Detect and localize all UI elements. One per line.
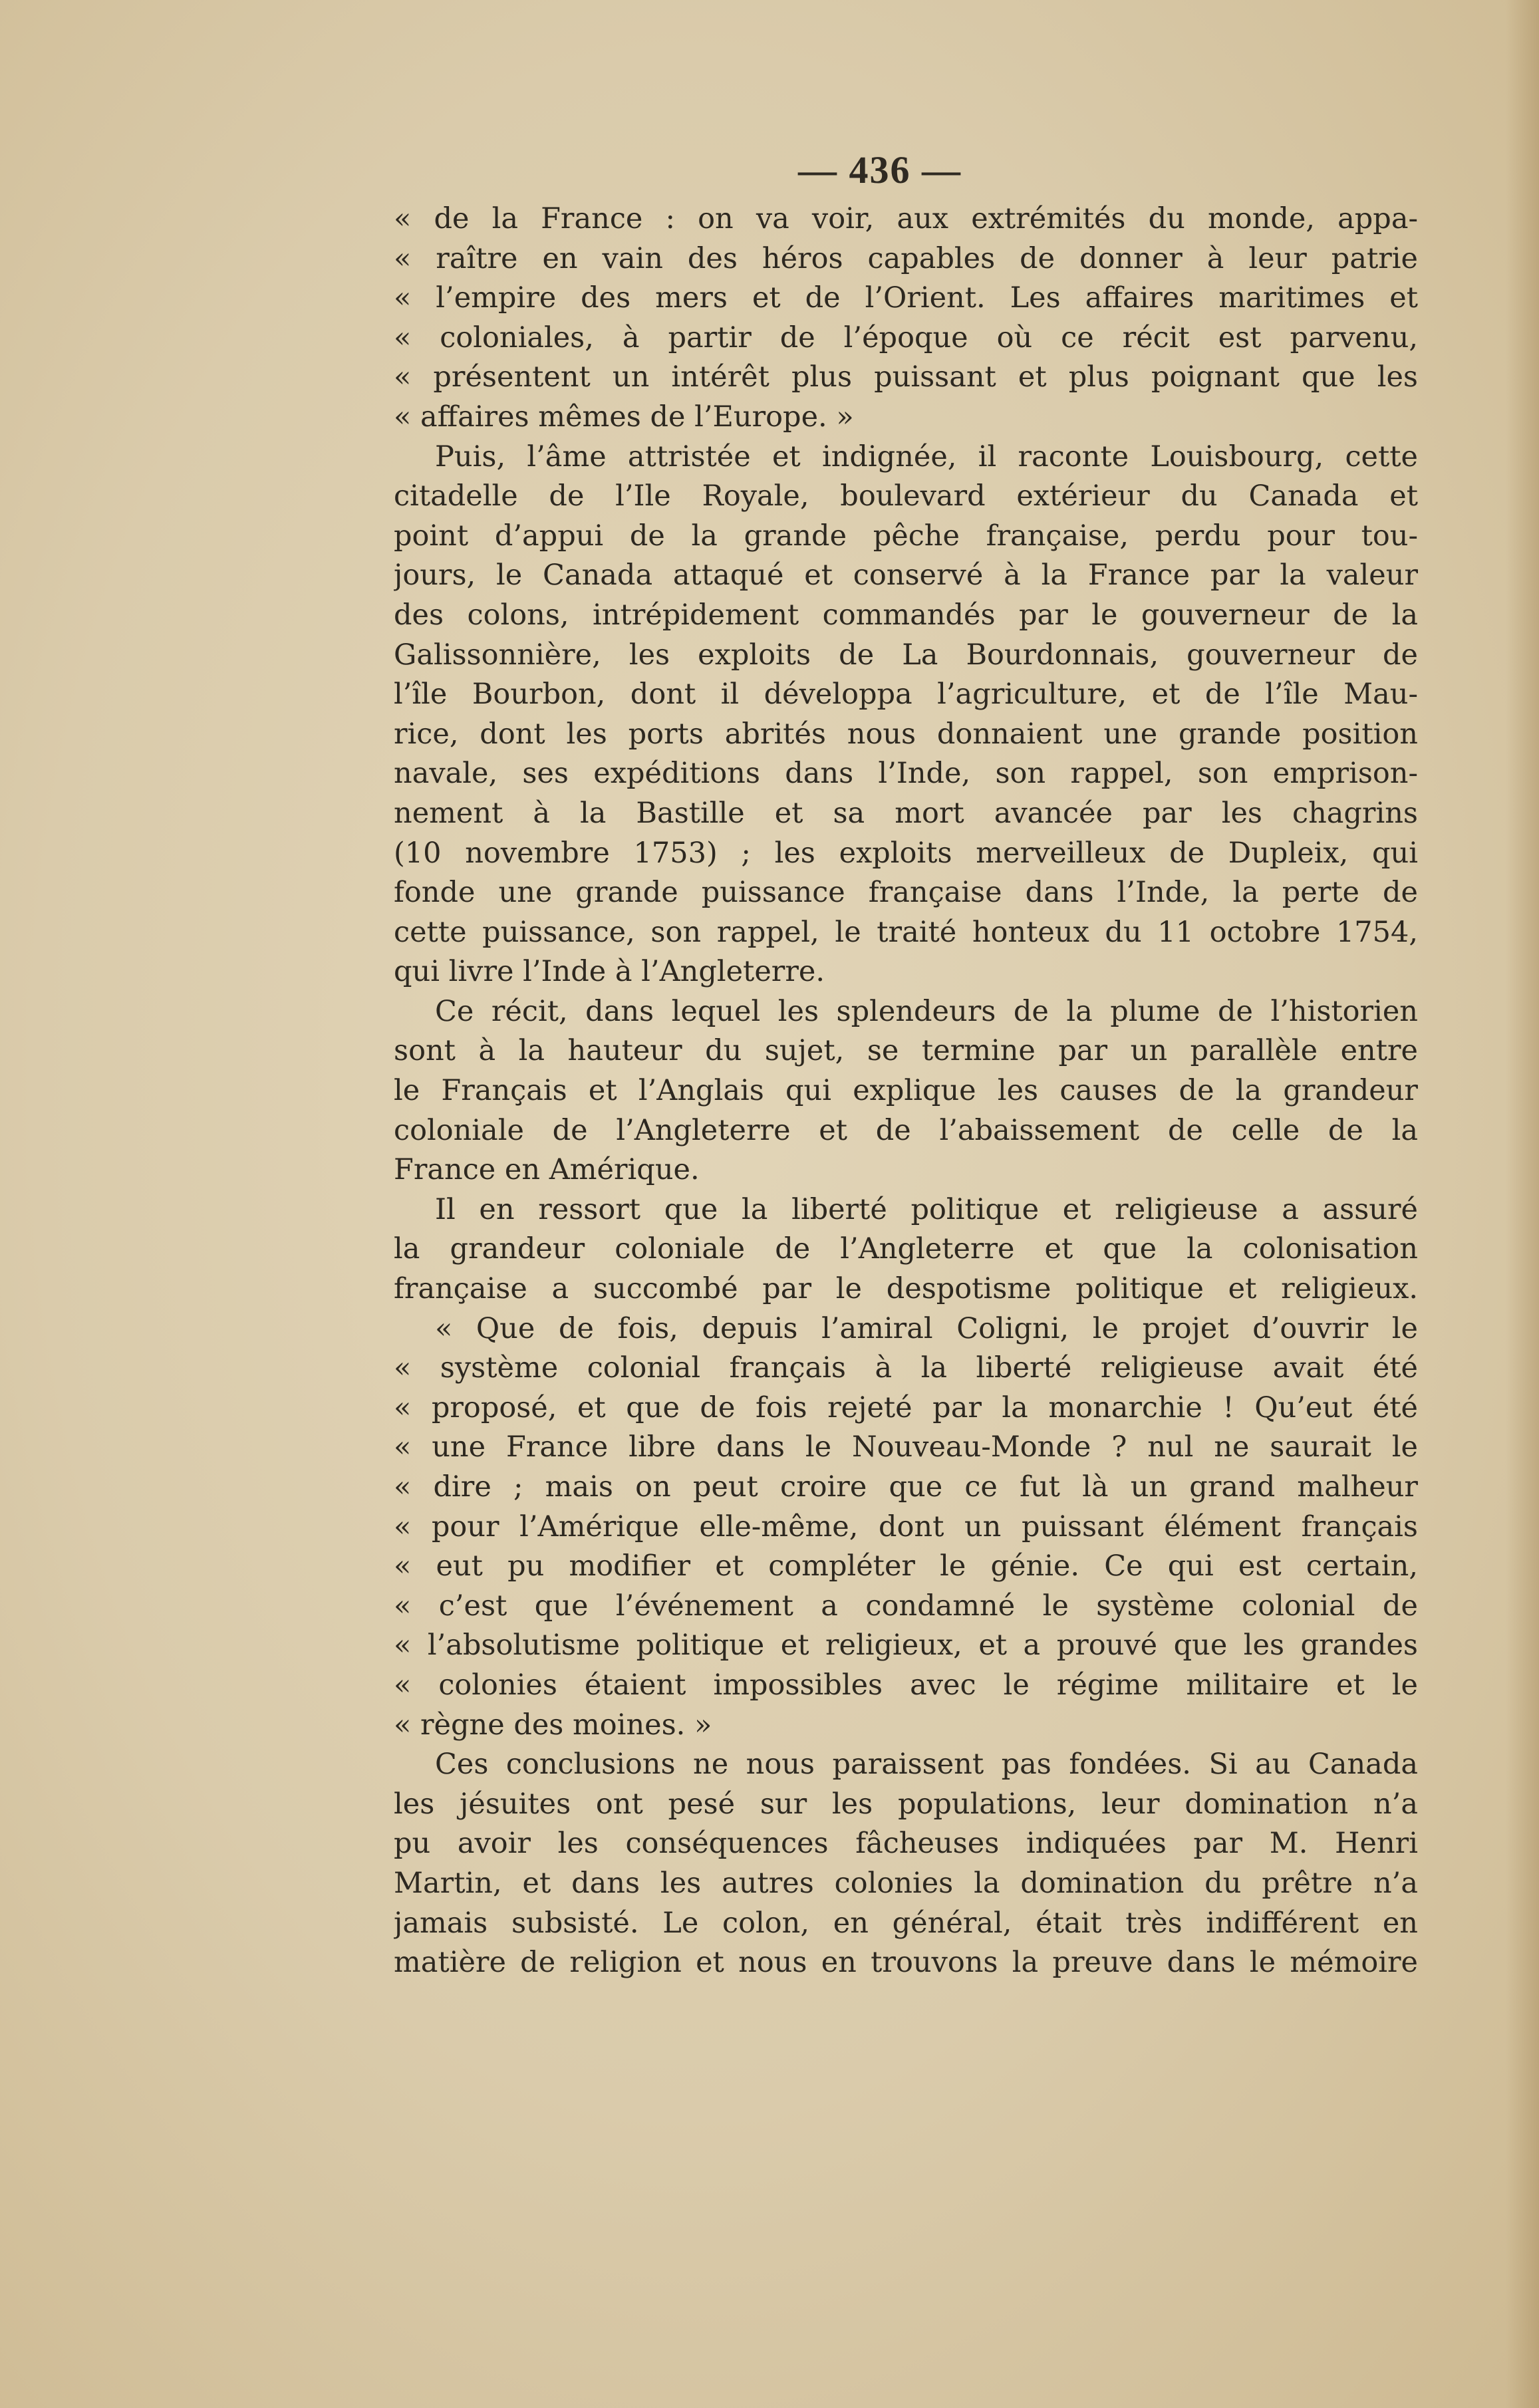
text-line: Ces conclusions ne nous paraissent pas fondées. Si au Canada	[435, 1748, 1418, 1782]
text-line: « dire ; mais on peut croire que ce fut là un grand malheur	[394, 1470, 1418, 1504]
text-line: qui livre l’Inde à l’Angleterre.	[394, 955, 825, 989]
text-line: citadelle de l’Ile Royale, boulevard extérieur du Canada et	[394, 479, 1418, 513]
text-line: « Que de fois, depuis l’amiral Coligni, le projet d’ouvrir le	[435, 1311, 1418, 1345]
text-line: « colonies étaient impossibles avec le régime militaire et le	[394, 1668, 1418, 1702]
text-line: matière de religion et nous en trouvons la preuve dans le mémoire	[394, 1946, 1418, 1980]
text-line: française a succombé par le despotisme politique et religieux.	[394, 1272, 1418, 1306]
text-line: la grandeur coloniale de l’Angleterre et que la colonisation	[394, 1232, 1418, 1266]
text-line: « proposé, et que de fois rejeté par la monarchie ! Qu’eut été	[394, 1391, 1418, 1424]
text-line: « une France libre dans le Nouveau-Monde ? nul ne saurait le	[394, 1430, 1418, 1464]
text-line: l’île Bourbon, dont il développa l’agriculture, et de l’île Mau-	[394, 678, 1418, 712]
text-line: nement à la Bastille et sa mort avancée par les chagrins	[394, 796, 1418, 830]
text-line: navale, ses expéditions dans l’Inde, son rappel, son emprison-	[394, 757, 1418, 791]
text-line: « coloniales, à partir de l’époque où ce récit est parvenu,	[394, 321, 1418, 354]
text-line: « l’absolutisme politique et religieux, et a prouvé que les grandes	[394, 1629, 1418, 1663]
text-line: « raître en vain des héros capables de donner à leur patrie	[394, 241, 1418, 275]
text-line: pu avoir les conséquences fâcheuses indiquées par M. Henri	[394, 1827, 1418, 1861]
text-line: jamais subsisté. Le colon, en général, était très indifférent en	[394, 1906, 1418, 1940]
text-line: Puis, l’âme attristée et indignée, il raconte Louisbourg, cette	[435, 440, 1418, 473]
text-line: le Français et l’Anglais qui explique les causes de la grandeur	[394, 1074, 1418, 1108]
text-line: « système colonial français à la liberté religieuse avait été	[394, 1351, 1418, 1385]
text-line: (10 novembre 1753) ; les exploits merveilleux de Dupleix, qui	[394, 836, 1418, 870]
page-edge-shadow	[1506, 0, 1539, 2408]
text-line: cette puissance, son rappel, le traité honteux du 11 octobre 1754,	[394, 915, 1418, 949]
text-line: Martin, et dans les autres colonies la domination du prêtre n’a	[394, 1866, 1418, 1900]
text-line: coloniale de l’Angleterre et de l’abaissement de celle de la	[394, 1113, 1418, 1147]
text-line: « eut pu modifier et compléter le génie. Ce qui est certain,	[394, 1549, 1418, 1583]
text-line: des colons, intrépidement commandés par le gouverneur de la	[394, 598, 1418, 632]
text-line: fonde une grande puissance française dans l’Inde, la perte de	[394, 876, 1418, 910]
text-line: « affaires mêmes de l’Europe. »	[394, 400, 854, 434]
text-line: France en Amérique.	[394, 1153, 700, 1187]
text-line: Galissonnière, les exploits de La Bourdonnais, gouverneur de	[394, 638, 1418, 672]
text-line: les jésuites ont pesé sur les populations, leur domination n’a	[394, 1787, 1418, 1821]
text-line: jours, le Canada attaqué et conservé à la France par la valeur	[394, 559, 1418, 593]
text-line: « l’empire des mers et de l’Orient. Les affaires maritimes et	[394, 281, 1418, 315]
text-line: rice, dont les ports abrités nous donnaient une grande position	[394, 717, 1418, 751]
text-line: « de la France : on va voir, aux extrémités du monde, appa-	[394, 202, 1418, 235]
text-line: sont à la hauteur du sujet, se termine par un parallèle entre	[394, 1034, 1418, 1068]
text-line: Ce récit, dans lequel les splendeurs de la plume de l’historien	[435, 994, 1418, 1028]
text-line: « présentent un intérêt plus puissant et plus poignant que les	[394, 360, 1418, 394]
text-line: « c’est que l’événement a condamné le système colonial de	[394, 1589, 1418, 1623]
text-line: point d’appui de la grande pêche française, perdu pour tou-	[394, 519, 1418, 553]
body-text	[394, 200, 1418, 1983]
text-line: Il en ressort que la liberté politique et religieuse a assuré	[435, 1192, 1418, 1226]
text-line: « pour l’Amérique elle-même, dont un puissant élément français	[394, 1510, 1418, 1543]
text-line: « règne des moines. »	[394, 1708, 712, 1742]
page-number: — 436 —	[798, 148, 962, 192]
